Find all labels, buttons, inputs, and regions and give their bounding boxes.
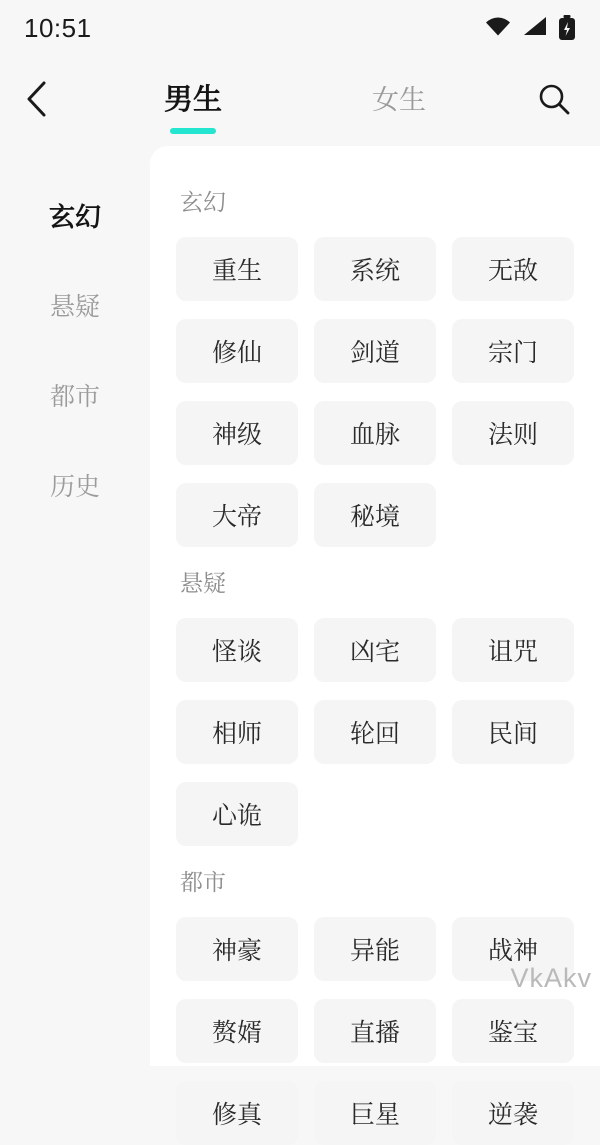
tag-list-panel[interactable] [150,146,600,1129]
search-button[interactable] [530,77,578,125]
status-bar [0,0,600,56]
cellular-signal-icon [522,15,548,42]
tab-female[interactable] [372,78,426,125]
tag-group-xuanhuan [176,184,574,547]
tag-chip[interactable]: 巨星 [314,1081,436,1145]
tag-chip[interactable]: 直播 [314,999,436,1063]
sidebar-item-xuanyi[interactable] [0,260,150,350]
tag-chip[interactable]: 异能 [314,917,436,981]
tab-female-label: 女生 [372,84,426,115]
tag-chip[interactable]: 神豪 [176,917,298,981]
battery-icon [558,15,576,41]
tab-male-label: 男生 [163,83,222,116]
tag-chip[interactable]: 修仙 [176,319,298,383]
tag-group-xuanyi [176,565,574,846]
tag-grid [176,917,574,1145]
status-time: 10:51 [24,12,92,43]
tag-chip[interactable]: 修真 [176,1081,298,1145]
group-title: 悬疑 [180,570,226,596]
wifi-icon [484,15,512,42]
page-header [0,56,600,146]
tag-chip[interactable]: 心诡 [176,782,298,846]
search-icon [537,82,571,121]
tab-male[interactable] [164,77,222,126]
tag-chip[interactable]: 民间 [452,700,574,764]
sidebar-item-dushi[interactable] [0,350,150,440]
sidebar-item-label: 都市 [49,383,100,411]
sidebar-item-lishi[interactable] [0,440,150,530]
tag-chip[interactable]: 神级 [176,401,298,465]
tag-chip[interactable]: 重生 [176,237,298,301]
tab-active-indicator [170,128,216,134]
tag-chip[interactable]: 怪谈 [176,618,298,682]
tag-chip[interactable]: 鉴宝 [452,999,574,1063]
tag-chip[interactable]: 赘婿 [176,999,298,1063]
group-title: 玄幻 [180,189,226,215]
tag-chip[interactable]: 大帝 [176,483,298,547]
tag-chip[interactable]: 凶宅 [314,618,436,682]
tag-chip[interactable]: 战神 [452,917,574,981]
tag-chip[interactable]: 法则 [452,401,574,465]
tag-grid [176,237,574,547]
tag-group-dushi [176,864,574,1145]
tag-chip[interactable]: 无敌 [452,237,574,301]
status-icon-group [484,15,576,42]
sidebar-item-label: 悬疑 [49,293,100,321]
group-title: 都市 [180,869,226,895]
tag-chip[interactable]: 诅咒 [452,618,574,682]
sidebar-item-label: 玄幻 [48,201,101,232]
tag-chip[interactable]: 剑道 [314,319,436,383]
tag-chip[interactable]: 血脉 [314,401,436,465]
content-area [0,146,600,1129]
sidebar-item-xuanhuan[interactable] [0,170,150,260]
category-sidebar[interactable] [0,146,150,1066]
tag-grid [176,618,574,846]
tag-chip[interactable]: 轮回 [314,700,436,764]
chevron-left-icon [24,79,50,124]
back-button[interactable] [14,78,60,124]
watermark-text: VkAkv [510,963,592,993]
tag-chip[interactable]: 相师 [176,700,298,764]
sidebar-item-label: 历史 [49,473,100,501]
gender-tabs [60,77,530,126]
tag-chip[interactable]: 宗门 [452,319,574,383]
tag-chip[interactable]: 系统 [314,237,436,301]
tag-chip[interactable]: 秘境 [314,483,436,547]
tag-chip[interactable]: 逆袭 [452,1081,574,1145]
